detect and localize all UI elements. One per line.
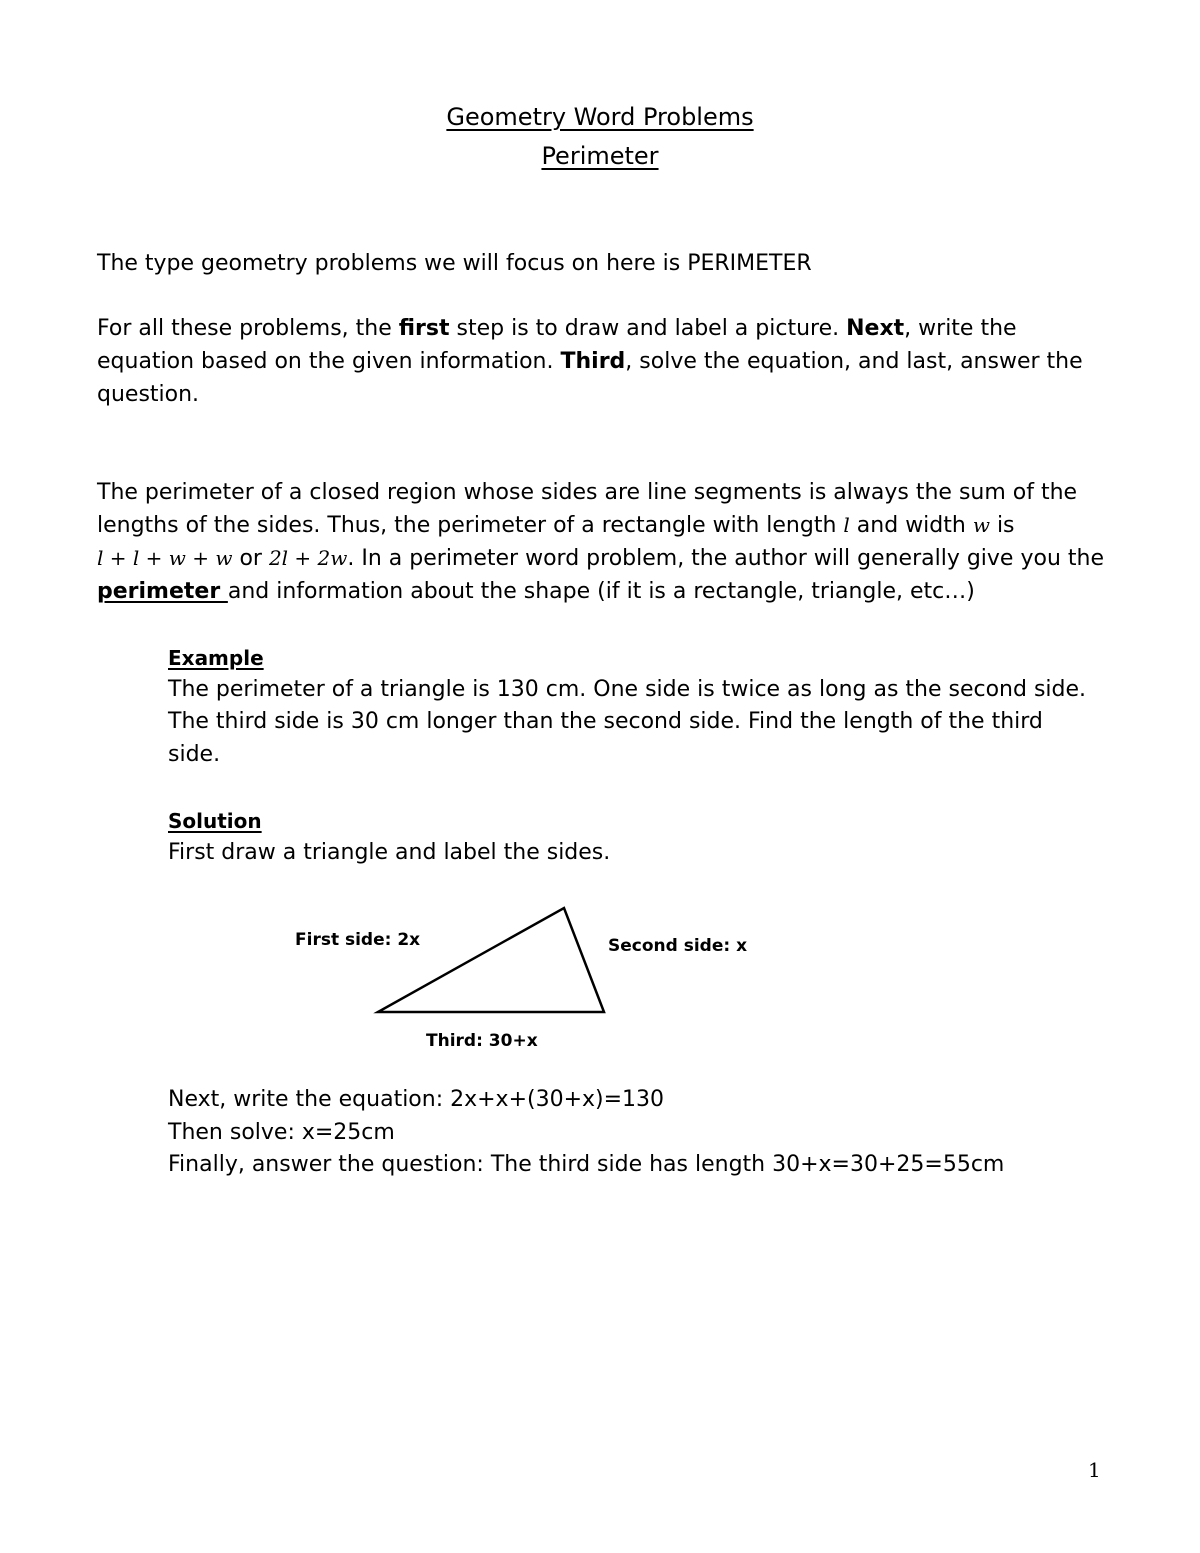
first-bold: first xyxy=(398,316,450,341)
solution-line-2: Next, write the equation: 2x+x+(30+x)=130 xyxy=(168,1087,665,1112)
expr-double: 2l + 2w xyxy=(268,546,348,570)
page-number: 1 xyxy=(1088,1458,1101,1482)
var-w: w xyxy=(972,513,990,537)
definition-line-3: l + l + w + w or 2l + 2w. In a perimeter word problem, the author will generally give you the xyxy=(97,546,1104,571)
definition-line-4: perimeter and information about the shape (if it is a rectangle, triangle, etc…) xyxy=(97,579,975,604)
intro-text: The type geometry problems we will focus on here is PERIMETER xyxy=(97,251,812,276)
document-title: Geometry Word Problems xyxy=(446,103,754,131)
perimeter-keyword: perimeter xyxy=(97,579,228,604)
definition-line-1: The perimeter of a closed region whose sides are line segments is always the sum of the xyxy=(97,480,1078,505)
first-side-label: First side: 2x xyxy=(295,930,421,950)
third-side-label: Third: 30+x xyxy=(426,1031,538,1051)
var-l: l xyxy=(843,513,850,537)
example-line-1: The perimeter of a triangle is 130 cm. One side is twice as long as the second side. xyxy=(168,677,1087,702)
steps-line-1: For all these problems, the first step is to draw and label a picture. Next, write the xyxy=(97,316,1017,341)
definition-line-2: lengths of the sides. Thus, the perimeter of a rectangle with length l and width w is xyxy=(97,513,1015,538)
expr-sum: l + l + w + w xyxy=(97,546,233,570)
third-bold: Third xyxy=(560,349,626,374)
next-bold: Next xyxy=(846,316,905,341)
steps-line-3: question. xyxy=(97,382,200,407)
example-line-2: The third side is 30 cm longer than the second side. Find the length of the third xyxy=(168,709,1043,734)
steps-line-2: equation based on the given information. Third, solve the equation, and last, answer the xyxy=(97,349,1083,374)
solution-line-4: Finally, answer the question: The third side has length 30+x=30+25=55cm xyxy=(168,1152,1005,1177)
example-heading: Example xyxy=(168,646,264,670)
solution-heading: Solution xyxy=(168,809,262,833)
document-subtitle: Perimeter xyxy=(541,142,659,170)
example-line-3: side. xyxy=(168,742,221,767)
second-side-label: Second side: x xyxy=(608,936,748,956)
solution-line-1: First draw a triangle and label the sides. xyxy=(168,840,611,865)
triangle-shape xyxy=(378,908,604,1012)
solution-line-3: Then solve: x=25cm xyxy=(168,1120,395,1145)
